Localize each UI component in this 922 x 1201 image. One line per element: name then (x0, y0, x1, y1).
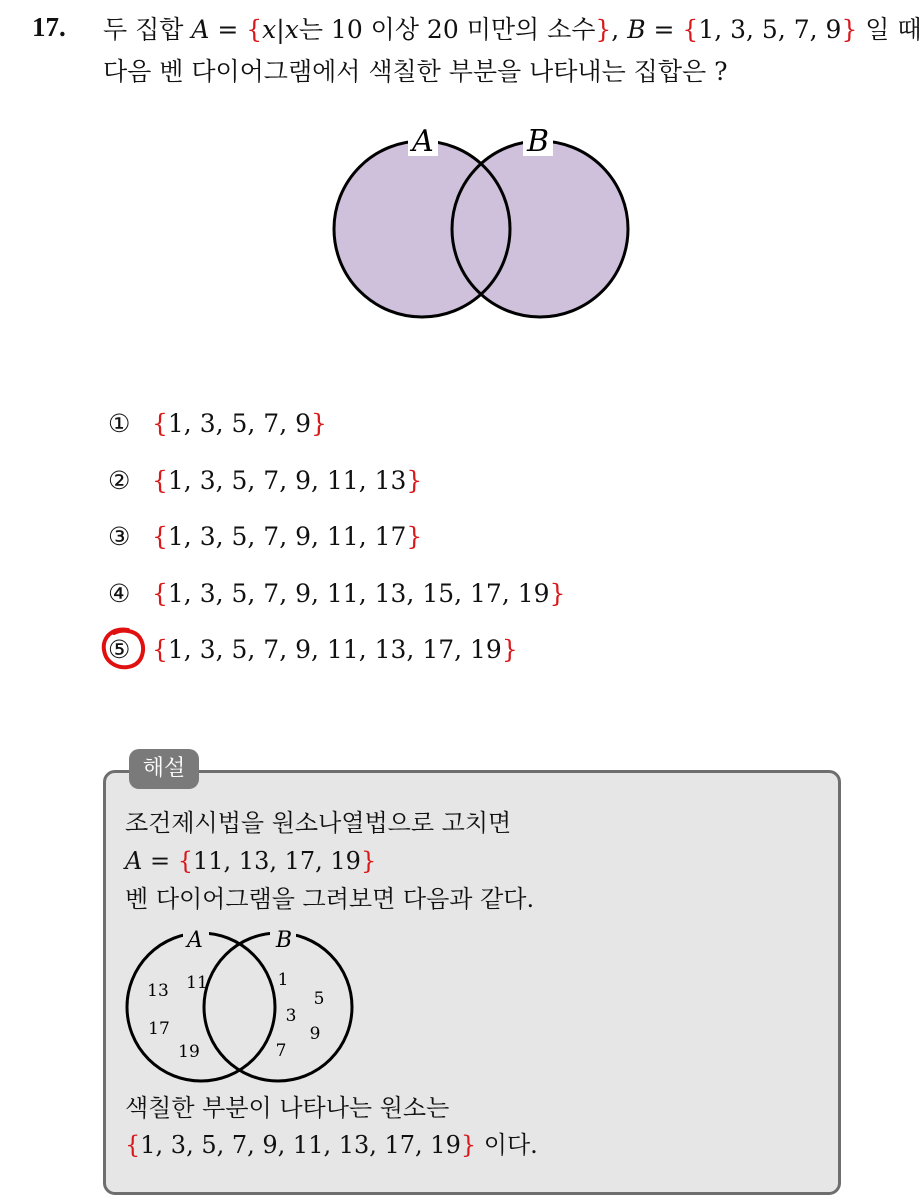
venn-element: 5 (313, 989, 325, 1009)
venn-small-label-b: B (275, 928, 293, 953)
venn-label-b: B (526, 124, 550, 159)
answer-circle-mark (98, 624, 150, 674)
choice-marker: ③ (108, 522, 131, 551)
venn-element: 3 (285, 1006, 297, 1026)
choice-marker: ④ (108, 579, 131, 608)
venn-label-a: A (412, 124, 434, 159)
venn-element: 1 (277, 970, 289, 990)
choice-1[interactable]: ① {1, 3, 5, 7, 9} (108, 409, 327, 438)
choice-4[interactable]: ④ {1, 3, 5, 7, 9, 11, 13, 15, 17, 19} (108, 579, 566, 608)
venn-diagram-main (330, 118, 640, 328)
question-text-line2: 다음 벤 다이어그램에서 색칠한 부분을 나타내는 집합은 ? (103, 57, 728, 86)
choice-3[interactable]: ③ {1, 3, 5, 7, 9, 11, 17} (108, 522, 423, 551)
venn-element: 19 (178, 1042, 200, 1062)
set-b-symbol: B (627, 15, 646, 44)
venn-element: 9 (309, 1024, 321, 1044)
solution-line-4: 색칠한 부분이 나타나는 원소는 (125, 1094, 450, 1122)
solution-line-5: {1, 3, 5, 7, 9, 11, 13, 17, 19} 이다. (125, 1131, 538, 1159)
venn-element: 11 (186, 973, 208, 993)
venn-small-circle-a (127, 933, 275, 1081)
choice-2[interactable]: ② {1, 3, 5, 7, 9, 11, 13} (108, 466, 423, 495)
question-number: 17. (32, 12, 66, 42)
venn-element: 17 (148, 1019, 170, 1039)
choice-5[interactable]: ⑤ {1, 3, 5, 7, 9, 11, 13, 17, 19} (108, 635, 518, 664)
venn-element: 7 (275, 1041, 287, 1061)
choice-marker: ① (108, 409, 131, 438)
solution-line-1: 조건제시법을 원소나열법으로 고치면 (125, 809, 512, 837)
set-a-symbol: A (191, 15, 210, 44)
venn-element: 13 (147, 981, 169, 1001)
venn-small-label-a: A (187, 928, 203, 953)
choice-marker: ⑤ (108, 635, 131, 664)
choice-marker: ② (108, 466, 131, 495)
solution-line-3: 벤 다이어그램을 그려보면 다음과 같다. (125, 885, 535, 913)
solution-badge: 해설 (129, 749, 199, 789)
question-text-line1: 두 집합 A = {x|x는 10 이상 20 미만의 소수}, B = {1, 3, 5, 7, 9} 일 때 (103, 15, 922, 44)
venn-diagram-solution (120, 925, 360, 1075)
solution-line-2: A = {11, 13, 17, 19} (125, 847, 377, 875)
